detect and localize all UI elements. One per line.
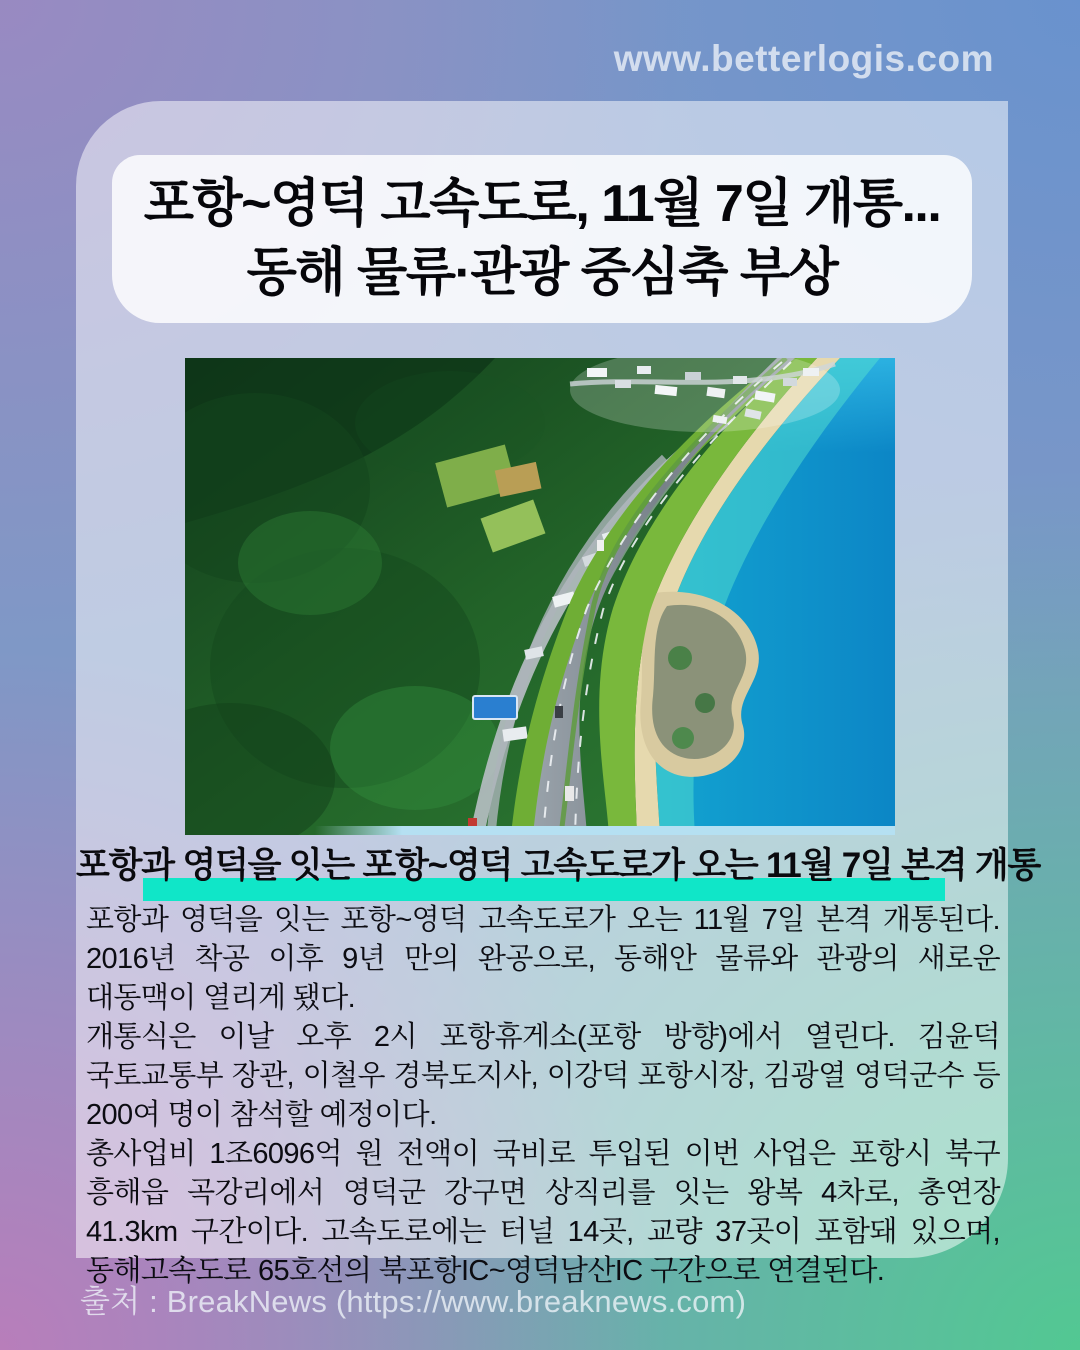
aerial-expressway-illustration [185,358,895,835]
article-body [86,901,1000,1291]
article-paragraph: 포항과 영덕을 잇는 포항~영덕 고속도로가 오는 11월 7일 본격 개통된다. 2016년 착공 이후 9년 만의 완공으로, 동해안 물류와 관광의 새로운 대동맥이 열리게 됐다. [86,904,1000,1014]
content-panel [76,101,1041,1287]
article-paragraph: 개통식은 이날 오후 2시 포항휴게소(포항 방향)에서 열린다. 김윤덕 국토교통부 장관, 이철우 경북도지사, 이강덕 포항시장, 김광열 영덕군수 등 200여 명이 참석할 예정이다. [86,1021,1000,1131]
page-title-line-1: 포항~영덕 고속도로, 11월 7일 개통... [143,175,941,233]
article-paragraph: 총사업비 1조6096억 원 전액이 국비로 투입된 이번 사업은 포항시 북구 흥해읍 곡강리에서 영덕군 강구면 상직리를 잇는 왕복 4차로, 총연장 41.3km 구간이다. 고속도로에는 터널 14곳, 교량 37곳이 포함돼 있으며, 동해고속도로 65호선의 북포항IC~영덕남산IC 구간으로 연결된다. [86,1138,1000,1287]
highlighted-headline [76,838,1041,888]
aerial-expressway-photo [185,358,895,835]
headline-text: 포항과 영덕을 잇는 포항~영덕 고속도로가 오는 11월 7일 본격 개통 [76,846,1041,885]
page-title-line-2: 동해 물류·관광 중심축 부상 [246,244,838,302]
source-attribution: 출처 : BreakNews (https://www.breaknews.com) [80,1284,747,1319]
site-url: www.betterlogis.com [613,38,994,79]
title-card [112,155,972,323]
